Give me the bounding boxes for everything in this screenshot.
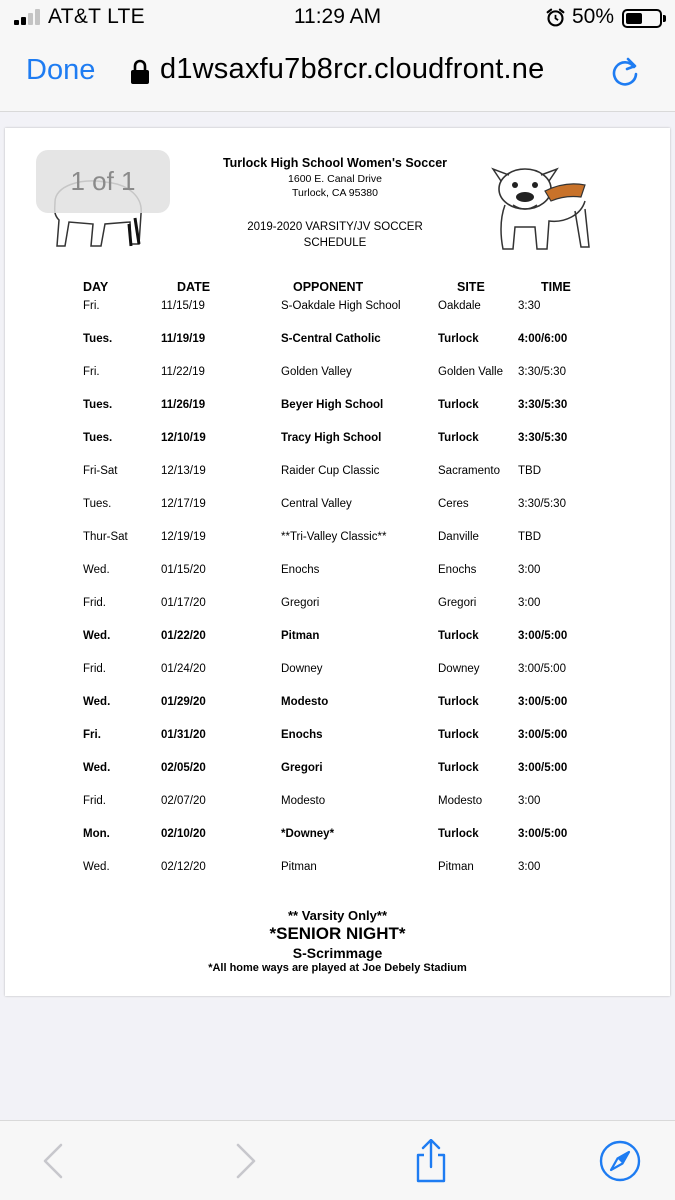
cell-date: 01/31/20 <box>161 729 206 741</box>
cell-date: 02/05/20 <box>161 762 206 774</box>
cell-opponent: Pitman <box>281 861 317 873</box>
cell-date: 11/15/19 <box>161 300 205 312</box>
cell-site: Turlock <box>438 399 479 411</box>
cell-day: Wed. <box>83 564 110 576</box>
cell-time: 3:00/5:00 <box>518 729 568 741</box>
table-row <box>5 300 670 333</box>
cell-day: Wed. <box>83 630 111 642</box>
table-row <box>5 333 670 366</box>
cell-opponent: Raider Cup Classic <box>281 465 380 477</box>
cell-time: 3:00/5:00 <box>518 762 568 774</box>
cell-day: Frid. <box>83 597 106 609</box>
cell-opponent: Enochs <box>281 564 320 576</box>
column-header-day: DAY <box>83 280 109 294</box>
table-row <box>5 498 670 531</box>
table-row <box>5 795 670 828</box>
cell-date: 01/22/20 <box>161 630 206 642</box>
cell-time: 4:00/6:00 <box>518 333 568 345</box>
cell-date: 01/24/20 <box>161 663 206 675</box>
cell-day: Wed. <box>83 762 111 774</box>
cell-time: 3:00 <box>518 861 541 873</box>
cell-site: Downey <box>438 663 480 675</box>
cell-date: 11/22/19 <box>161 366 205 378</box>
cell-date: 01/15/20 <box>161 564 206 576</box>
cell-date: 11/19/19 <box>161 333 206 345</box>
cell-date: 12/10/19 <box>161 432 206 444</box>
table-row <box>5 630 670 663</box>
cell-site: Enochs <box>438 564 477 576</box>
table-row <box>5 432 670 465</box>
cell-time: 3:30/5:30 <box>518 399 568 411</box>
cell-day: Tues. <box>83 432 113 444</box>
cell-time: 3:00 <box>518 795 541 807</box>
schedule-title-line-1: 2019-2020 VARSITY/JV SOCCER <box>247 221 423 233</box>
table-row <box>5 399 670 432</box>
column-header-date: DATE <box>177 280 211 294</box>
table-row <box>5 663 670 696</box>
note-varsity-only: ** Varsity Only** <box>288 908 387 923</box>
cell-time: 3:30/5:30 <box>518 366 566 378</box>
cell-day: Frid. <box>83 663 106 675</box>
cell-site: Turlock <box>438 828 479 840</box>
note-senior-night: *SENIOR NIGHT* <box>269 924 406 943</box>
cell-day: Frid. <box>83 795 106 807</box>
table-row <box>5 762 670 795</box>
cell-date: 01/29/20 <box>161 696 206 708</box>
table-row <box>5 564 670 597</box>
address-line-1: 1600 E. Canal Drive <box>288 173 382 185</box>
cell-opponent: Beyer High School <box>281 399 384 411</box>
schedule-notes <box>5 908 670 974</box>
url-address[interactable]: d1wsaxfu7b8rcr.cloudfront.ne <box>160 53 545 85</box>
cell-site: Turlock <box>438 333 479 345</box>
cell-time: 3:30/5:30 <box>518 432 568 444</box>
table-row <box>5 729 670 762</box>
cell-day: Wed. <box>83 861 110 873</box>
cell-site: Danville <box>438 531 479 543</box>
table-row <box>5 828 670 861</box>
schedule-body <box>5 300 670 894</box>
cell-date: 02/10/20 <box>161 828 206 840</box>
cell-site: Turlock <box>438 432 479 444</box>
carrier-label: AT&T LTE <box>48 5 145 28</box>
table-row <box>5 696 670 729</box>
cell-opponent: S-Central Catholic <box>281 333 381 345</box>
cell-opponent: Central Valley <box>281 498 352 510</box>
address-line-2: Turlock, CA 95380 <box>292 187 378 199</box>
cell-time: 3:30/5:30 <box>518 498 566 510</box>
schedule-header-row <box>5 280 670 300</box>
cell-date: 02/12/20 <box>161 861 206 873</box>
page-indicator: 1 of 1 <box>36 150 170 213</box>
cell-day: Wed. <box>83 696 111 708</box>
cell-time: 3:00/5:00 <box>518 696 568 708</box>
status-time: 11:29 AM <box>293 5 382 28</box>
share-icon[interactable] <box>409 1139 453 1183</box>
cell-site: Turlock <box>438 630 479 642</box>
cell-date: 11/26/19 <box>161 399 206 411</box>
cell-site: Turlock <box>438 762 479 774</box>
document-header <box>185 156 485 251</box>
cell-site: Turlock <box>438 696 479 708</box>
bulldog-mascot-right <box>485 161 605 253</box>
browser-nav-bar <box>0 38 675 112</box>
forward-icon[interactable] <box>222 1139 266 1183</box>
cell-site: Pitman <box>438 861 474 873</box>
schedule-table <box>5 280 670 894</box>
cell-day: Fri-Sat <box>83 465 118 477</box>
cell-date: 12/19/19 <box>161 531 206 543</box>
status-bar <box>0 0 675 38</box>
cell-opponent: *Downey* <box>281 828 335 840</box>
table-row <box>5 861 670 894</box>
cell-time: TBD <box>518 531 541 543</box>
schedule-title <box>185 219 485 251</box>
cell-opponent: Enochs <box>281 729 323 741</box>
cell-time: 3:00/5:00 <box>518 663 566 675</box>
cell-day: Tues. <box>83 333 113 345</box>
cell-opponent: Downey <box>281 663 323 675</box>
cell-date: 02/07/20 <box>161 795 206 807</box>
cell-opponent: Pitman <box>281 630 320 642</box>
column-header-site: SITE <box>457 280 485 294</box>
cell-day: Thur-Sat <box>83 531 128 543</box>
cell-site: Turlock <box>438 729 479 741</box>
cell-site: Ceres <box>438 498 469 510</box>
cell-time: 3:00 <box>518 597 541 609</box>
cell-time: 3:30 <box>518 300 541 312</box>
table-row <box>5 465 670 498</box>
cell-opponent: Gregori <box>281 597 320 609</box>
cell-day: Fri. <box>83 729 101 741</box>
note-scrimmage: S-Scrimmage <box>292 945 383 961</box>
note-stadium: *All home ways are played at Joe Debely Stadium <box>208 962 467 974</box>
bottom-toolbar <box>0 1120 675 1200</box>
column-header-opponent: OPPONENT <box>293 280 364 294</box>
cell-opponent: Gregori <box>281 762 323 774</box>
cell-site: Oakdale <box>438 300 481 312</box>
school-name: Turlock High School Women's Soccer <box>222 156 448 170</box>
done-button[interactable]: Done <box>26 54 96 86</box>
table-row <box>5 597 670 630</box>
cell-day: Tues. <box>83 399 113 411</box>
compass-icon[interactable] <box>598 1139 642 1183</box>
cell-opponent: Tracy High School <box>281 432 382 444</box>
cell-day: Tues. <box>83 498 112 510</box>
schedule-title-line-2: SCHEDULE <box>303 237 367 249</box>
cell-time: 3:00/5:00 <box>518 630 568 642</box>
cell-day: Fri. <box>83 366 100 378</box>
cell-site: Modesto <box>438 795 483 807</box>
cell-date: 12/17/19 <box>161 498 206 510</box>
cell-opponent: **Tri-Valley Classic** <box>281 531 387 543</box>
back-icon[interactable] <box>33 1139 77 1183</box>
cell-opponent: S-Oakdale High School <box>281 300 401 312</box>
cell-opponent: Golden Valley <box>281 366 352 378</box>
battery-icon <box>622 9 662 28</box>
lock-icon <box>130 58 150 85</box>
cell-opponent: Modesto <box>281 696 329 708</box>
reload-icon[interactable] <box>608 54 642 88</box>
table-row <box>5 531 670 564</box>
cell-date: 12/13/19 <box>161 465 206 477</box>
document-page[interactable] <box>5 128 670 996</box>
cell-date: 01/17/20 <box>161 597 206 609</box>
cell-site: Gregori <box>438 597 477 609</box>
cell-time: TBD <box>518 465 541 477</box>
cell-site: Sacramento <box>438 465 501 477</box>
table-row <box>5 366 670 399</box>
cell-site: Golden Valle <box>438 366 503 378</box>
column-header-time: TIME <box>541 280 571 294</box>
cell-time: 3:00 <box>518 564 541 576</box>
cell-day: Mon. <box>83 828 110 840</box>
cell-time: 3:00/5:00 <box>518 828 568 840</box>
alarm-icon <box>545 7 566 28</box>
cell-day: Fri. <box>83 300 100 312</box>
cell-opponent: Modesto <box>281 795 326 807</box>
battery-percent: 50% <box>572 5 615 28</box>
